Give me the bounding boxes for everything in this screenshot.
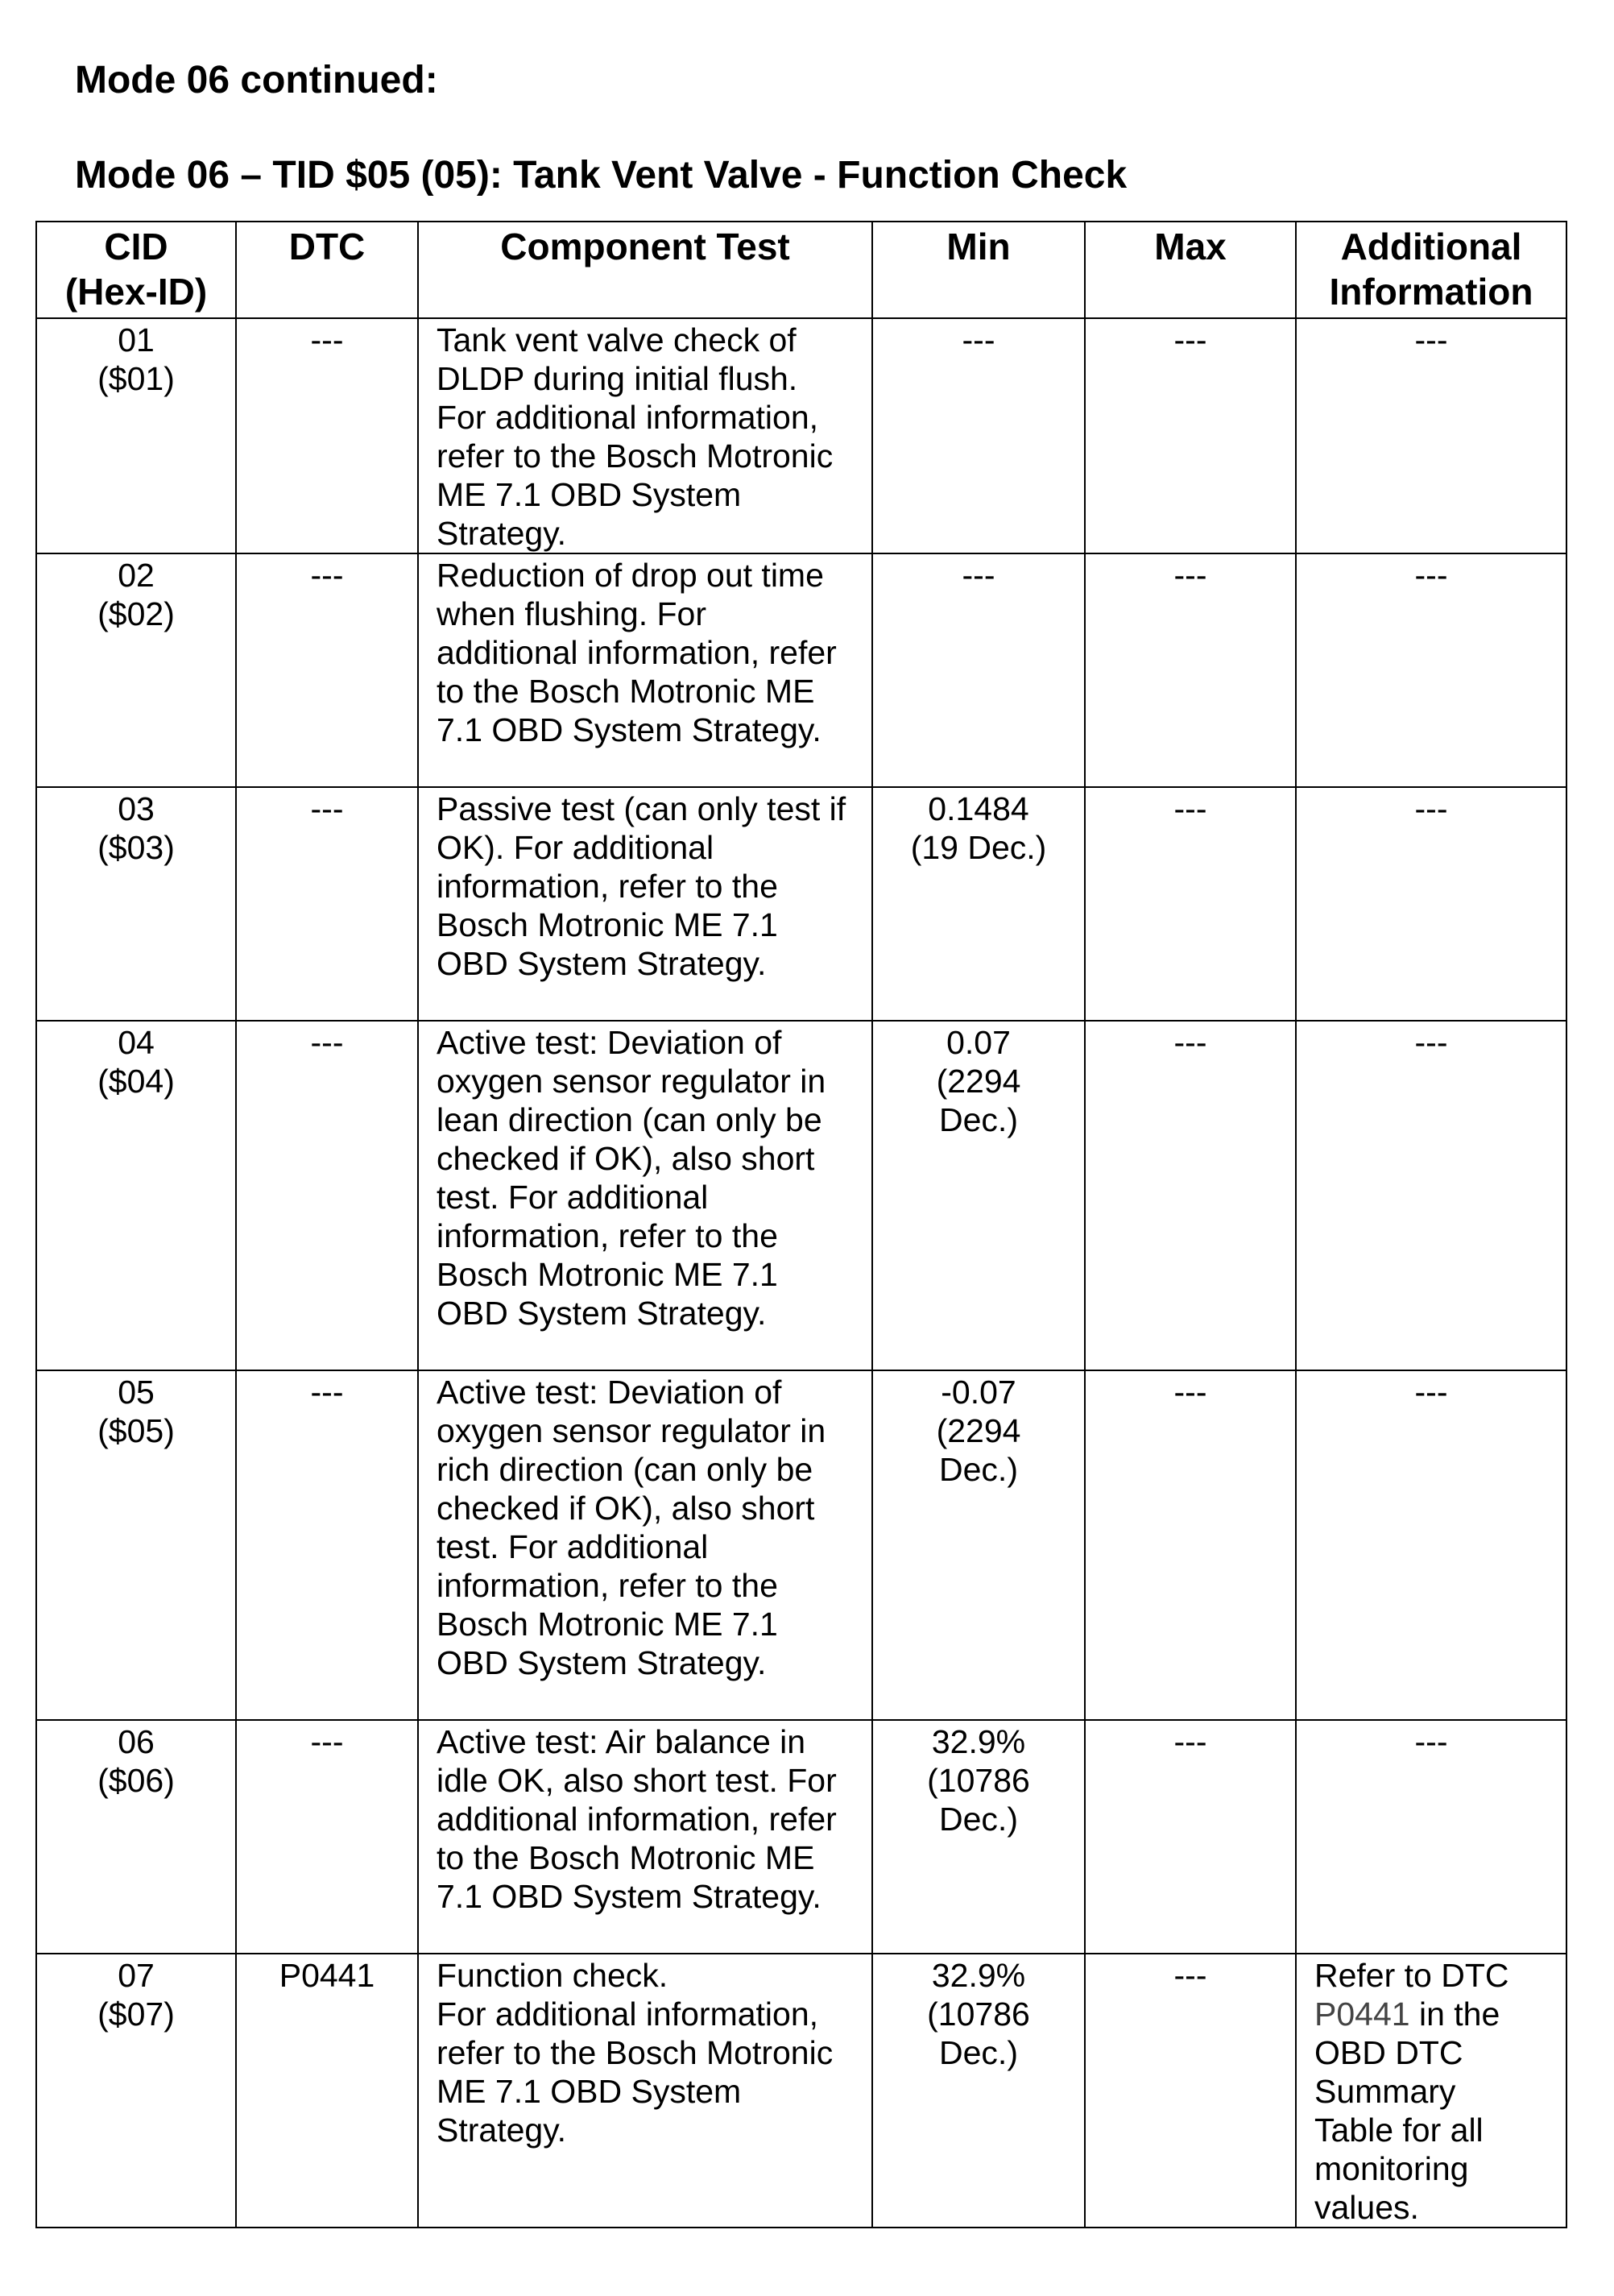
component-test-line: checked if OK), also short — [437, 1490, 815, 1527]
component-test-cell — [418, 1954, 872, 2228]
min-value-line: --- — [962, 557, 995, 594]
cid-value: 05 — [118, 1374, 155, 1411]
info-line: monitoring — [1314, 2150, 1469, 2187]
component-test-line: Active test: Air balance in — [437, 1723, 806, 1760]
hex-id-value: ($02) — [97, 595, 175, 632]
component-test-line: to the Bosch Motronic ME — [437, 673, 815, 710]
component-test-line: test. For additional — [437, 1179, 709, 1216]
additional-information-cell — [1296, 318, 1566, 553]
cid-cell — [36, 1954, 236, 2228]
cid-cell — [36, 553, 236, 787]
hex-id-value: ($05) — [97, 1412, 175, 1449]
cid-value: 01 — [118, 321, 155, 358]
component-test-line: ME 7.1 OBD System — [437, 476, 742, 513]
table-title: Mode 06 – TID $05 (05): Tank Vent Valve - Function Check — [75, 154, 1128, 197]
component-test-line: Bosch Motronic ME 7.1 — [437, 906, 778, 943]
component-test-cell — [418, 553, 872, 787]
cid-value: 04 — [118, 1024, 155, 1061]
component-test-line: Passive test (can only test if — [437, 790, 846, 827]
info-line: --- — [1414, 321, 1448, 358]
component-test-line: test. For additional — [437, 1528, 709, 1565]
min-value-line: Dec.) — [939, 1101, 1018, 1138]
cid-value: 03 — [118, 790, 155, 827]
table-row — [36, 1954, 1566, 2228]
component-test-line: DLDP during initial flush. — [437, 360, 798, 397]
info-line: --- — [1414, 1374, 1448, 1411]
dtc-cell: --- — [236, 1720, 418, 1954]
min-value-line: 32.9% — [931, 1723, 1026, 1760]
header-row — [36, 222, 1566, 318]
cid-value: 07 — [118, 1957, 155, 1994]
component-test-line: Reduction of drop out time — [437, 557, 824, 594]
additional-information-cell — [1296, 1954, 1566, 2228]
header-additional-information: Additional Information — [1296, 222, 1566, 318]
min-value-line: (10786 — [927, 1762, 1030, 1799]
component-test-line: Strategy. — [437, 2112, 567, 2149]
info-line: values. — [1314, 2189, 1419, 2226]
component-test-line: refer to the Bosch Motronic — [437, 2034, 834, 2071]
hex-id-value: ($06) — [97, 1762, 175, 1799]
component-test-line: information, refer to the — [437, 1217, 778, 1254]
min-cell — [872, 787, 1085, 1021]
mode06-table — [35, 221, 1567, 2228]
hex-id-value: ($03) — [97, 829, 175, 866]
component-test-line: Strategy. — [437, 515, 567, 552]
info-line: Refer to DTC — [1314, 1957, 1509, 1994]
header-dtc: DTC — [236, 222, 418, 318]
component-test-line: additional information, refer — [437, 1801, 837, 1838]
min-cell — [872, 1720, 1085, 1954]
component-test-line: OK). For additional — [437, 829, 714, 866]
min-value-line: (19 Dec.) — [910, 829, 1047, 866]
table-row — [36, 1370, 1566, 1720]
component-test-line: OBD System Strategy. — [437, 1295, 767, 1332]
dtc-cell: --- — [236, 787, 418, 1021]
table-row — [36, 1021, 1566, 1370]
min-value-line: (2294 — [936, 1412, 1021, 1449]
component-test-line: Bosch Motronic ME 7.1 — [437, 1606, 778, 1643]
hex-id-value: ($04) — [97, 1063, 175, 1100]
info-line: Summary — [1314, 2073, 1456, 2110]
info-line: OBD DTC — [1314, 2034, 1463, 2071]
component-test-cell — [418, 318, 872, 553]
info-line: --- — [1414, 1723, 1448, 1760]
min-value-line: -0.07 — [941, 1374, 1016, 1411]
header-min: Min — [872, 222, 1085, 318]
additional-information-cell — [1296, 1021, 1566, 1370]
component-test-cell — [418, 1021, 872, 1370]
additional-information-cell — [1296, 1720, 1566, 1954]
component-test-line: refer to the Bosch Motronic — [437, 437, 834, 475]
header-max: Max — [1085, 222, 1296, 318]
info-line-text: in the — [1418, 1996, 1500, 2033]
min-cell — [872, 318, 1085, 553]
hex-id-value: ($01) — [97, 360, 175, 397]
component-test-line: OBD System Strategy. — [437, 945, 767, 982]
min-value-line: (2294 — [936, 1063, 1021, 1100]
cid-cell — [36, 1720, 236, 1954]
component-test-line: oxygen sensor regulator in — [437, 1063, 826, 1100]
dtc-cell: --- — [236, 1370, 418, 1720]
component-test-line: Bosch Motronic ME 7.1 — [437, 1256, 778, 1293]
info-line: --- — [1414, 557, 1448, 594]
dtc-cell: P0441 — [236, 1954, 418, 2228]
component-test-line: Active test: Deviation of — [437, 1374, 782, 1411]
header-component-test: Component Test — [418, 222, 872, 318]
info-line: --- — [1414, 1024, 1448, 1061]
dtc-link[interactable]: P0441 — [1314, 1996, 1410, 2033]
component-test-line: checked if OK), also short — [437, 1140, 815, 1177]
component-test-cell — [418, 1720, 872, 1954]
table-row — [36, 553, 1566, 787]
min-value-line: (10786 — [927, 1996, 1030, 2033]
min-cell — [872, 553, 1085, 787]
component-test-line: oxygen sensor regulator in — [437, 1412, 826, 1449]
max-cell: --- — [1085, 318, 1296, 553]
component-test-line: Active test: Deviation of — [437, 1024, 782, 1061]
min-value-line: 0.1484 — [928, 790, 1029, 827]
component-test-line: For additional information, — [437, 1996, 819, 2033]
info-line — [1314, 1995, 1558, 2033]
cid-cell — [36, 1370, 236, 1720]
component-test-line: lean direction (can only be — [437, 1101, 822, 1138]
max-cell: --- — [1085, 787, 1296, 1021]
min-value-line: Dec.) — [939, 1801, 1018, 1838]
component-test-line: ME 7.1 OBD System — [437, 2073, 742, 2110]
cid-value: 02 — [118, 557, 155, 594]
max-cell: --- — [1085, 1954, 1296, 2228]
component-test-line: OBD System Strategy. — [437, 1644, 767, 1681]
max-cell: --- — [1085, 553, 1296, 787]
hex-id-value: ($07) — [97, 1996, 175, 2033]
cid-value: 06 — [118, 1723, 155, 1760]
component-test-line: information, refer to the — [437, 868, 778, 905]
component-test-cell — [418, 1370, 872, 1720]
min-value-line: 0.07 — [946, 1024, 1011, 1061]
dtc-cell: --- — [236, 1021, 418, 1370]
min-cell — [872, 1370, 1085, 1720]
component-test-line: Tank vent valve check of — [437, 321, 797, 358]
min-value-line: Dec.) — [939, 2034, 1018, 2071]
additional-information-cell — [1296, 1370, 1566, 1720]
dtc-cell: --- — [236, 553, 418, 787]
min-value-line: Dec.) — [939, 1451, 1018, 1488]
component-test-line: Function check. — [437, 1957, 668, 1994]
min-cell — [872, 1021, 1085, 1370]
info-line: --- — [1414, 790, 1448, 827]
component-test-line: 7.1 OBD System Strategy. — [437, 1878, 821, 1915]
info-line: Table for all — [1314, 2112, 1484, 2149]
additional-information-cell — [1296, 553, 1566, 787]
cid-cell — [36, 787, 236, 1021]
cid-cell — [36, 1021, 236, 1370]
additional-information-cell — [1296, 787, 1566, 1021]
header-cid: CID (Hex-ID) — [36, 222, 236, 318]
min-value-line: --- — [962, 321, 995, 358]
cid-cell — [36, 318, 236, 553]
max-cell: --- — [1085, 1720, 1296, 1954]
min-cell — [872, 1954, 1085, 2228]
table-row — [36, 1720, 1566, 1954]
component-test-line: rich direction (can only be — [437, 1451, 813, 1488]
component-test-line: 7.1 OBD System Strategy. — [437, 711, 821, 748]
dtc-cell: --- — [236, 318, 418, 553]
component-test-line: For additional information, — [437, 399, 819, 436]
max-cell: --- — [1085, 1021, 1296, 1370]
component-test-line: idle OK, also short test. For — [437, 1762, 837, 1799]
max-cell: --- — [1085, 1370, 1296, 1720]
page-heading: Mode 06 continued: — [75, 59, 438, 102]
table-row — [36, 787, 1566, 1021]
table-row — [36, 318, 1566, 553]
min-value-line: 32.9% — [931, 1957, 1026, 1994]
component-test-line: information, refer to the — [437, 1567, 778, 1604]
component-test-cell — [418, 787, 872, 1021]
component-test-line: to the Bosch Motronic ME — [437, 1839, 815, 1876]
component-test-line: when flushing. For — [437, 595, 707, 632]
component-test-line: additional information, refer — [437, 634, 837, 671]
